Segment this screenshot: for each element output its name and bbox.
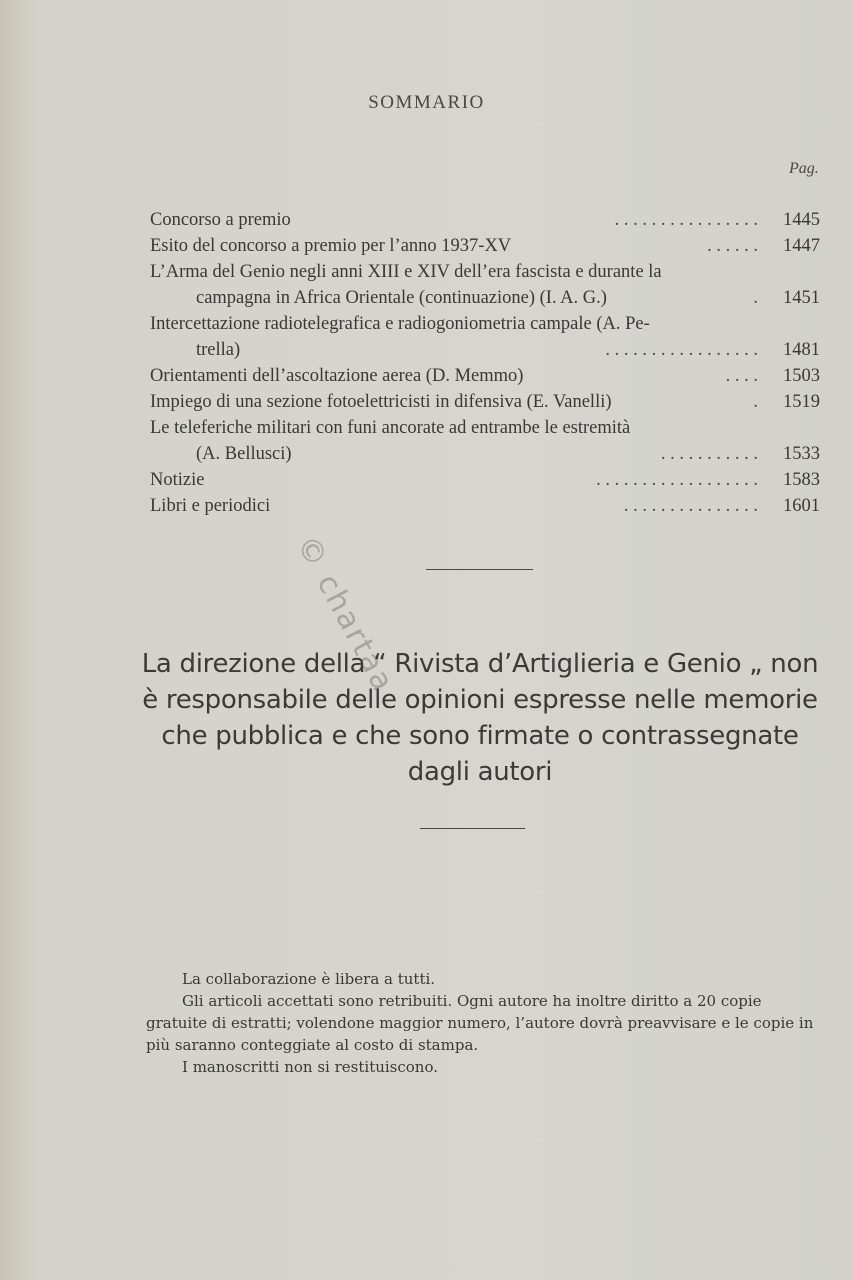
toc-leader-dots: . . . . . . . . . . . . . . . . [614, 210, 758, 230]
toc-entry [150, 389, 820, 415]
toc-page-number: 1583 [783, 470, 820, 490]
editorial-notice: La direzione della “ Rivista d’Artiglieria e Genio „ non è responsabile delle opinioni espresse nelle memorie che pubblica e che sono firmate o contrassegnate dagli autori [141, 649, 819, 787]
divider [420, 828, 525, 829]
toc-page-number: 1519 [783, 392, 820, 412]
collab-paragraph: Gli articoli accettati sono retribuiti. Ogni autore ha inoltre diritto a 20 copie gratuite di estratti; volendone maggior numero, l’autore dovrà preavvisare e le copie in più saranno conteggiate al costo di stampa. [146, 992, 814, 1054]
toc-entry [150, 337, 820, 363]
toc-entry-title: Notizie [150, 470, 205, 490]
toc-entry-title: Libri e periodici [150, 496, 271, 516]
toc-page-number: 1601 [783, 496, 820, 516]
page-title: SOMMARIO [368, 92, 485, 113]
toc-entry [150, 493, 820, 519]
watermark: © chartaa [289, 530, 401, 699]
toc-entry-title: trella) [196, 340, 241, 360]
toc-entry-title: Concorso a premio [150, 210, 291, 230]
toc-leader-dots: . . . . . . . . . . . . . . . . . [605, 340, 758, 360]
collaboration-notes [146, 968, 816, 1078]
toc-leader-dots: . [753, 288, 758, 308]
toc-entry-title: Intercettazione radiotelegrafica e radiogoniometria campale (A. Pe- [150, 314, 650, 334]
toc-leader-dots: . . . . [725, 366, 758, 386]
toc-page-number: 1503 [783, 366, 820, 386]
toc-entry-title: Impiego di una sezione fotoelettricisti in difensiva (E. Vanelli) [150, 392, 612, 412]
divider [426, 569, 533, 570]
toc-entry-title: Le teleferiche militari con funi ancorate ad entrambe le estremità [150, 418, 631, 438]
collab-paragraph: I manoscritti non si restituiscono. [182, 1058, 439, 1076]
page-column-label: Pag. [789, 160, 819, 177]
toc-entry-title: Orientamenti dell’ascoltazione aerea (D. Memmo) [150, 366, 524, 386]
toc-entry [150, 285, 820, 311]
collab-paragraph: La collaborazione è libera a tutti. [182, 970, 436, 988]
toc-page-number: 1451 [783, 288, 820, 308]
toc-entry [150, 441, 820, 467]
table-of-contents [150, 207, 820, 519]
toc-leader-dots: . . . . . . . . . . . [660, 444, 758, 464]
toc-entry [150, 259, 820, 285]
toc-entry [150, 207, 820, 233]
toc-page-number: 1445 [783, 210, 820, 230]
toc-entry [150, 363, 820, 389]
toc-entry-title: Esito del concorso a premio per l’anno 1937-XV [150, 236, 512, 256]
toc-leader-dots: . . . . . . [707, 236, 758, 256]
toc-entry [150, 415, 820, 441]
toc-leader-dots: . . . . . . . . . . . . . . . [623, 496, 758, 516]
toc-entry [150, 467, 820, 493]
toc-page-number: 1533 [783, 444, 820, 464]
toc-entry [150, 311, 820, 337]
toc-leader-dots: . . . . . . . . . . . . . . . . . . [596, 470, 758, 490]
toc-page-number: 1481 [783, 340, 820, 360]
toc-entry-title: L’Arma del Genio negli anni XIII e XIV dell’era fascista e durante la [150, 262, 662, 282]
toc-entry-title: (A. Bellusci) [196, 444, 292, 464]
toc-leader-dots: . [753, 392, 758, 412]
toc-page-number: 1447 [783, 236, 820, 256]
toc-entry [150, 233, 820, 259]
toc-entry-title: campagna in Africa Orientale (continuazione) (I. A. G.) [196, 288, 607, 308]
